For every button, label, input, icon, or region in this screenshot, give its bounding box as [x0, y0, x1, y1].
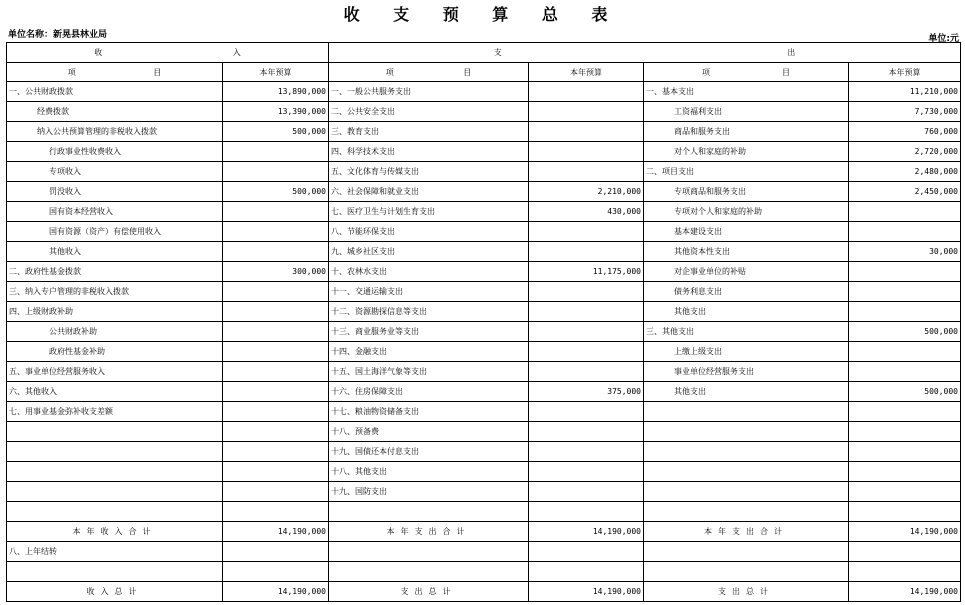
econ-expense-amount — [849, 342, 961, 362]
econ-expense-amount — [849, 302, 961, 322]
year-expense-econ-amount: 14,190,000 — [849, 522, 961, 542]
income-item: 国有资本经营收入 — [7, 202, 223, 222]
econ-expense-item — [644, 462, 849, 482]
year-expense-func-amount: 14,190,000 — [529, 522, 644, 542]
econ-expense-amount: 2,480,000 — [849, 162, 961, 182]
income-item: 罚没收入 — [7, 182, 223, 202]
income-item: 一、公共财政拨款 — [7, 82, 223, 102]
econ-expense-item: 对企事业单位的补贴 — [644, 262, 849, 282]
func-expense-amount — [529, 342, 644, 362]
empty-cell — [529, 562, 644, 582]
income-header-left: 收 — [94, 48, 103, 57]
table-header-row — [7, 43, 961, 63]
income-header-right: 入 — [232, 48, 241, 57]
func-expense-amount — [529, 162, 644, 182]
income-amount — [223, 462, 329, 482]
spacer-row — [7, 562, 961, 582]
income-amount — [223, 282, 329, 302]
func-expense-amount: 11,175,000 — [529, 262, 644, 282]
func-expense-amount — [529, 222, 644, 242]
empty-cell — [644, 562, 849, 582]
table-row — [7, 122, 961, 142]
expense-header-left: 支 — [493, 48, 502, 57]
econ-expense-amount — [849, 222, 961, 242]
econ-expense-item — [644, 422, 849, 442]
econ-expense-amount: 500,000 — [849, 382, 961, 402]
func-expense-item: 十三、商业服务业等支出 — [329, 322, 529, 342]
table-row — [7, 142, 961, 162]
func-expense-item: 六、社会保障和就业支出 — [329, 182, 529, 202]
income-total-label: 收入总计 — [7, 582, 223, 602]
func-expense-amount — [529, 462, 644, 482]
econ-expense-item: 债务利息支出 — [644, 282, 849, 302]
currency-unit-label: 单位:元 — [928, 34, 959, 44]
func-expense-amount — [529, 282, 644, 302]
table-row — [7, 282, 961, 302]
income-amount — [223, 162, 329, 182]
func-expense-amount — [529, 82, 644, 102]
empty-cell — [329, 542, 529, 562]
econ-expense-amount: 760,000 — [849, 122, 961, 142]
table-row — [7, 302, 961, 322]
econ-expense-item: 专项对个人和家庭的补助 — [644, 202, 849, 222]
func-expense-item — [329, 502, 529, 522]
income-amount — [223, 362, 329, 382]
income-amount — [223, 382, 329, 402]
income-amount — [223, 442, 329, 462]
econ-expense-amount — [849, 262, 961, 282]
income-item: 三、纳入专户管理的非税收入拨款 — [7, 282, 223, 302]
func-expense-item: 十二、资源勘探信息等支出 — [329, 302, 529, 322]
econ-expense-item: 对个人和家庭的补助 — [644, 142, 849, 162]
income-amount: 500,000 — [223, 122, 329, 142]
econ-expense-item — [644, 402, 849, 422]
func-budget-header: 本年预算 — [529, 63, 644, 82]
econ-budget-header: 本年预算 — [849, 63, 961, 82]
econ-expense-amount: 2,720,000 — [849, 142, 961, 162]
income-item: 四、上级财政补助 — [7, 302, 223, 322]
income-item: 国有资源（资产）有偿使用收入 — [7, 222, 223, 242]
table-row — [7, 262, 961, 282]
econ-expense-item — [644, 442, 849, 462]
expense-header-right: 出 — [787, 48, 796, 57]
table-row — [7, 342, 961, 362]
econ-expense-amount — [849, 482, 961, 502]
econ-expense-item — [644, 482, 849, 502]
func-expense-item: 十五、国土海洋气象等支出 — [329, 362, 529, 382]
year-income-label: 本年收入合计 — [7, 522, 223, 542]
table-row — [7, 382, 961, 402]
func-expense-item: 十九、国债还本付息支出 — [329, 442, 529, 462]
expense-total-econ-amount: 14,190,000 — [849, 582, 961, 602]
econ-expense-item: 其他资本性支出 — [644, 242, 849, 262]
income-item: 七、用事业基金弥补收支差额 — [7, 402, 223, 422]
econ-expense-amount — [849, 422, 961, 442]
income-item: 公共财政补助 — [7, 322, 223, 342]
grand-total-row — [7, 582, 961, 602]
table-row — [7, 102, 961, 122]
income-amount — [223, 422, 329, 442]
empty-cell — [329, 562, 529, 582]
income-amount — [223, 402, 329, 422]
table-row — [7, 222, 961, 242]
income-item: 纳入公共预算管理的非税收入拨款 — [7, 122, 223, 142]
empty-cell — [849, 542, 961, 562]
func-expense-item: 十八、其他支出 — [329, 462, 529, 482]
econ-expense-item: 专项商品和服务支出 — [644, 182, 849, 202]
econ-expense-amount — [849, 502, 961, 522]
func-expense-amount — [529, 322, 644, 342]
expense-total-label: 支出总计 — [329, 582, 529, 602]
func-expense-item: 三、教育支出 — [329, 122, 529, 142]
column-header-row — [7, 63, 961, 82]
econ-expense-item: 其他支出 — [644, 302, 849, 322]
table-row — [7, 422, 961, 442]
year-total-row — [7, 522, 961, 542]
income-item: 二、政府性基金拨款 — [7, 262, 223, 282]
func-expense-amount — [529, 102, 644, 122]
econ-expense-item: 二、项目支出 — [644, 162, 849, 182]
empty-cell — [529, 542, 644, 562]
income-item: 经费拨款 — [7, 102, 223, 122]
econ-expense-item: 事业单位经营服务支出 — [644, 362, 849, 382]
income-item — [7, 482, 223, 502]
func-expense-item: 八、节能环保支出 — [329, 222, 529, 242]
table-row — [7, 482, 961, 502]
func-expense-amount — [529, 242, 644, 262]
econ-expense-item — [644, 502, 849, 522]
income-item: 其他收入 — [7, 242, 223, 262]
econ-expense-amount — [849, 362, 961, 382]
income-budget-header: 本年预算 — [223, 63, 329, 82]
year-expense-econ-label: 本年支出合计 — [644, 522, 849, 542]
func-expense-amount: 375,000 — [529, 382, 644, 402]
func-expense-amount: 2,210,000 — [529, 182, 644, 202]
func-item-header — [329, 63, 529, 82]
income-item — [7, 422, 223, 442]
income-item: 专项收入 — [7, 162, 223, 182]
income-item: 五、事业单位经营服务收入 — [7, 362, 223, 382]
econ-expense-item: 商品和服务支出 — [644, 122, 849, 142]
income-amount — [223, 342, 329, 362]
econ-expense-item: 上缴上级支出 — [644, 342, 849, 362]
econ-expense-item: 一、基本支出 — [644, 82, 849, 102]
econ-item-header — [644, 63, 849, 82]
func-expense-item: 十一、交通运输支出 — [329, 282, 529, 302]
func-expense-item: 二、公共安全支出 — [329, 102, 529, 122]
table-row — [7, 82, 961, 102]
func-expense-amount — [529, 482, 644, 502]
income-amount: 500,000 — [223, 182, 329, 202]
income-amount — [223, 202, 329, 222]
econ-expense-item: 三、其他支出 — [644, 322, 849, 342]
func-expense-item: 五、文化体育与传媒支出 — [329, 162, 529, 182]
item-left: 项 — [702, 67, 710, 77]
empty-cell — [644, 542, 849, 562]
item-left: 项 — [385, 67, 394, 77]
table-row — [7, 502, 961, 522]
year-income-amount: 14,190,000 — [223, 522, 329, 542]
econ-expense-amount — [849, 282, 961, 302]
func-expense-item: 一、一般公共服务支出 — [329, 82, 529, 102]
func-expense-amount — [529, 362, 644, 382]
unit-name-label: 单位名称：新晃县林业局 — [8, 30, 108, 40]
table-row — [7, 162, 961, 182]
func-expense-amount — [529, 442, 644, 462]
econ-expense-amount: 2,450,000 — [849, 182, 961, 202]
empty-cell — [7, 562, 223, 582]
income-amount — [223, 222, 329, 242]
carryover-label: 八、上年结转 — [7, 542, 223, 562]
expense-total-econ-label: 支出总计 — [644, 582, 849, 602]
income-item: 行政事业性收费收入 — [7, 142, 223, 162]
func-expense-item: 十七、粮油物资储备支出 — [329, 402, 529, 422]
income-amount — [223, 142, 329, 162]
income-amount — [223, 322, 329, 342]
func-expense-item: 四、科学技术支出 — [329, 142, 529, 162]
income-amount: 13,390,000 — [223, 102, 329, 122]
table-row — [7, 182, 961, 202]
carryover-row — [7, 542, 961, 562]
income-amount — [223, 242, 329, 262]
income-item: 政府性基金补助 — [7, 342, 223, 362]
item-right: 目 — [153, 67, 162, 77]
item-right: 目 — [782, 67, 790, 77]
income-amount — [223, 502, 329, 522]
func-expense-amount — [529, 502, 644, 522]
econ-expense-amount — [849, 202, 961, 222]
income-item — [7, 442, 223, 462]
func-expense-item: 十四、金融支出 — [329, 342, 529, 362]
empty-cell — [223, 562, 329, 582]
econ-expense-amount: 11,210,000 — [849, 82, 961, 102]
table-row — [7, 202, 961, 222]
econ-expense-item: 工资福利支出 — [644, 102, 849, 122]
income-amount: 300,000 — [223, 262, 329, 282]
income-item — [7, 462, 223, 482]
econ-expense-amount: 30,000 — [849, 242, 961, 262]
func-expense-item: 十六、住房保障支出 — [329, 382, 529, 402]
econ-expense-amount: 500,000 — [849, 322, 961, 342]
item-left: 项 — [67, 67, 76, 77]
income-amount: 13,890,000 — [223, 82, 329, 102]
econ-expense-item: 其他支出 — [644, 382, 849, 402]
func-expense-amount — [529, 302, 644, 322]
func-expense-amount — [529, 422, 644, 442]
econ-expense-amount — [849, 442, 961, 462]
item-right: 目 — [463, 67, 472, 77]
func-expense-item: 十九、国防支出 — [329, 482, 529, 502]
budget-table — [6, 42, 961, 602]
table-row — [7, 362, 961, 382]
func-expense-item: 七、医疗卫生与计划生育支出 — [329, 202, 529, 222]
income-total-amount: 14,190,000 — [223, 582, 329, 602]
econ-expense-amount — [849, 402, 961, 422]
func-expense-amount — [529, 122, 644, 142]
func-expense-amount: 430,000 — [529, 202, 644, 222]
table-row — [7, 322, 961, 342]
empty-cell — [849, 562, 961, 582]
func-expense-item: 九、城乡社区支出 — [329, 242, 529, 262]
table-row — [7, 442, 961, 462]
income-amount — [223, 302, 329, 322]
table-row — [7, 242, 961, 262]
func-expense-amount — [529, 142, 644, 162]
func-expense-item: 十八、预备费 — [329, 422, 529, 442]
income-amount — [223, 482, 329, 502]
income-header — [7, 43, 329, 63]
income-item: 六、其他收入 — [7, 382, 223, 402]
func-expense-amount — [529, 402, 644, 422]
expense-header — [329, 43, 961, 63]
income-item-header — [7, 63, 223, 82]
econ-expense-item: 基本建设支出 — [644, 222, 849, 242]
income-item — [7, 502, 223, 522]
func-expense-item: 十、农林水支出 — [329, 262, 529, 282]
expense-total-func-amount: 14,190,000 — [529, 582, 644, 602]
page-title: 收 支 预 算 总 表 — [343, 5, 622, 24]
carryover-amount — [223, 542, 329, 562]
econ-expense-amount: 7,730,000 — [849, 102, 961, 122]
table-row — [7, 462, 961, 482]
table-row — [7, 402, 961, 422]
year-expense-label: 本年支出合计 — [329, 522, 529, 542]
econ-expense-amount — [849, 462, 961, 482]
